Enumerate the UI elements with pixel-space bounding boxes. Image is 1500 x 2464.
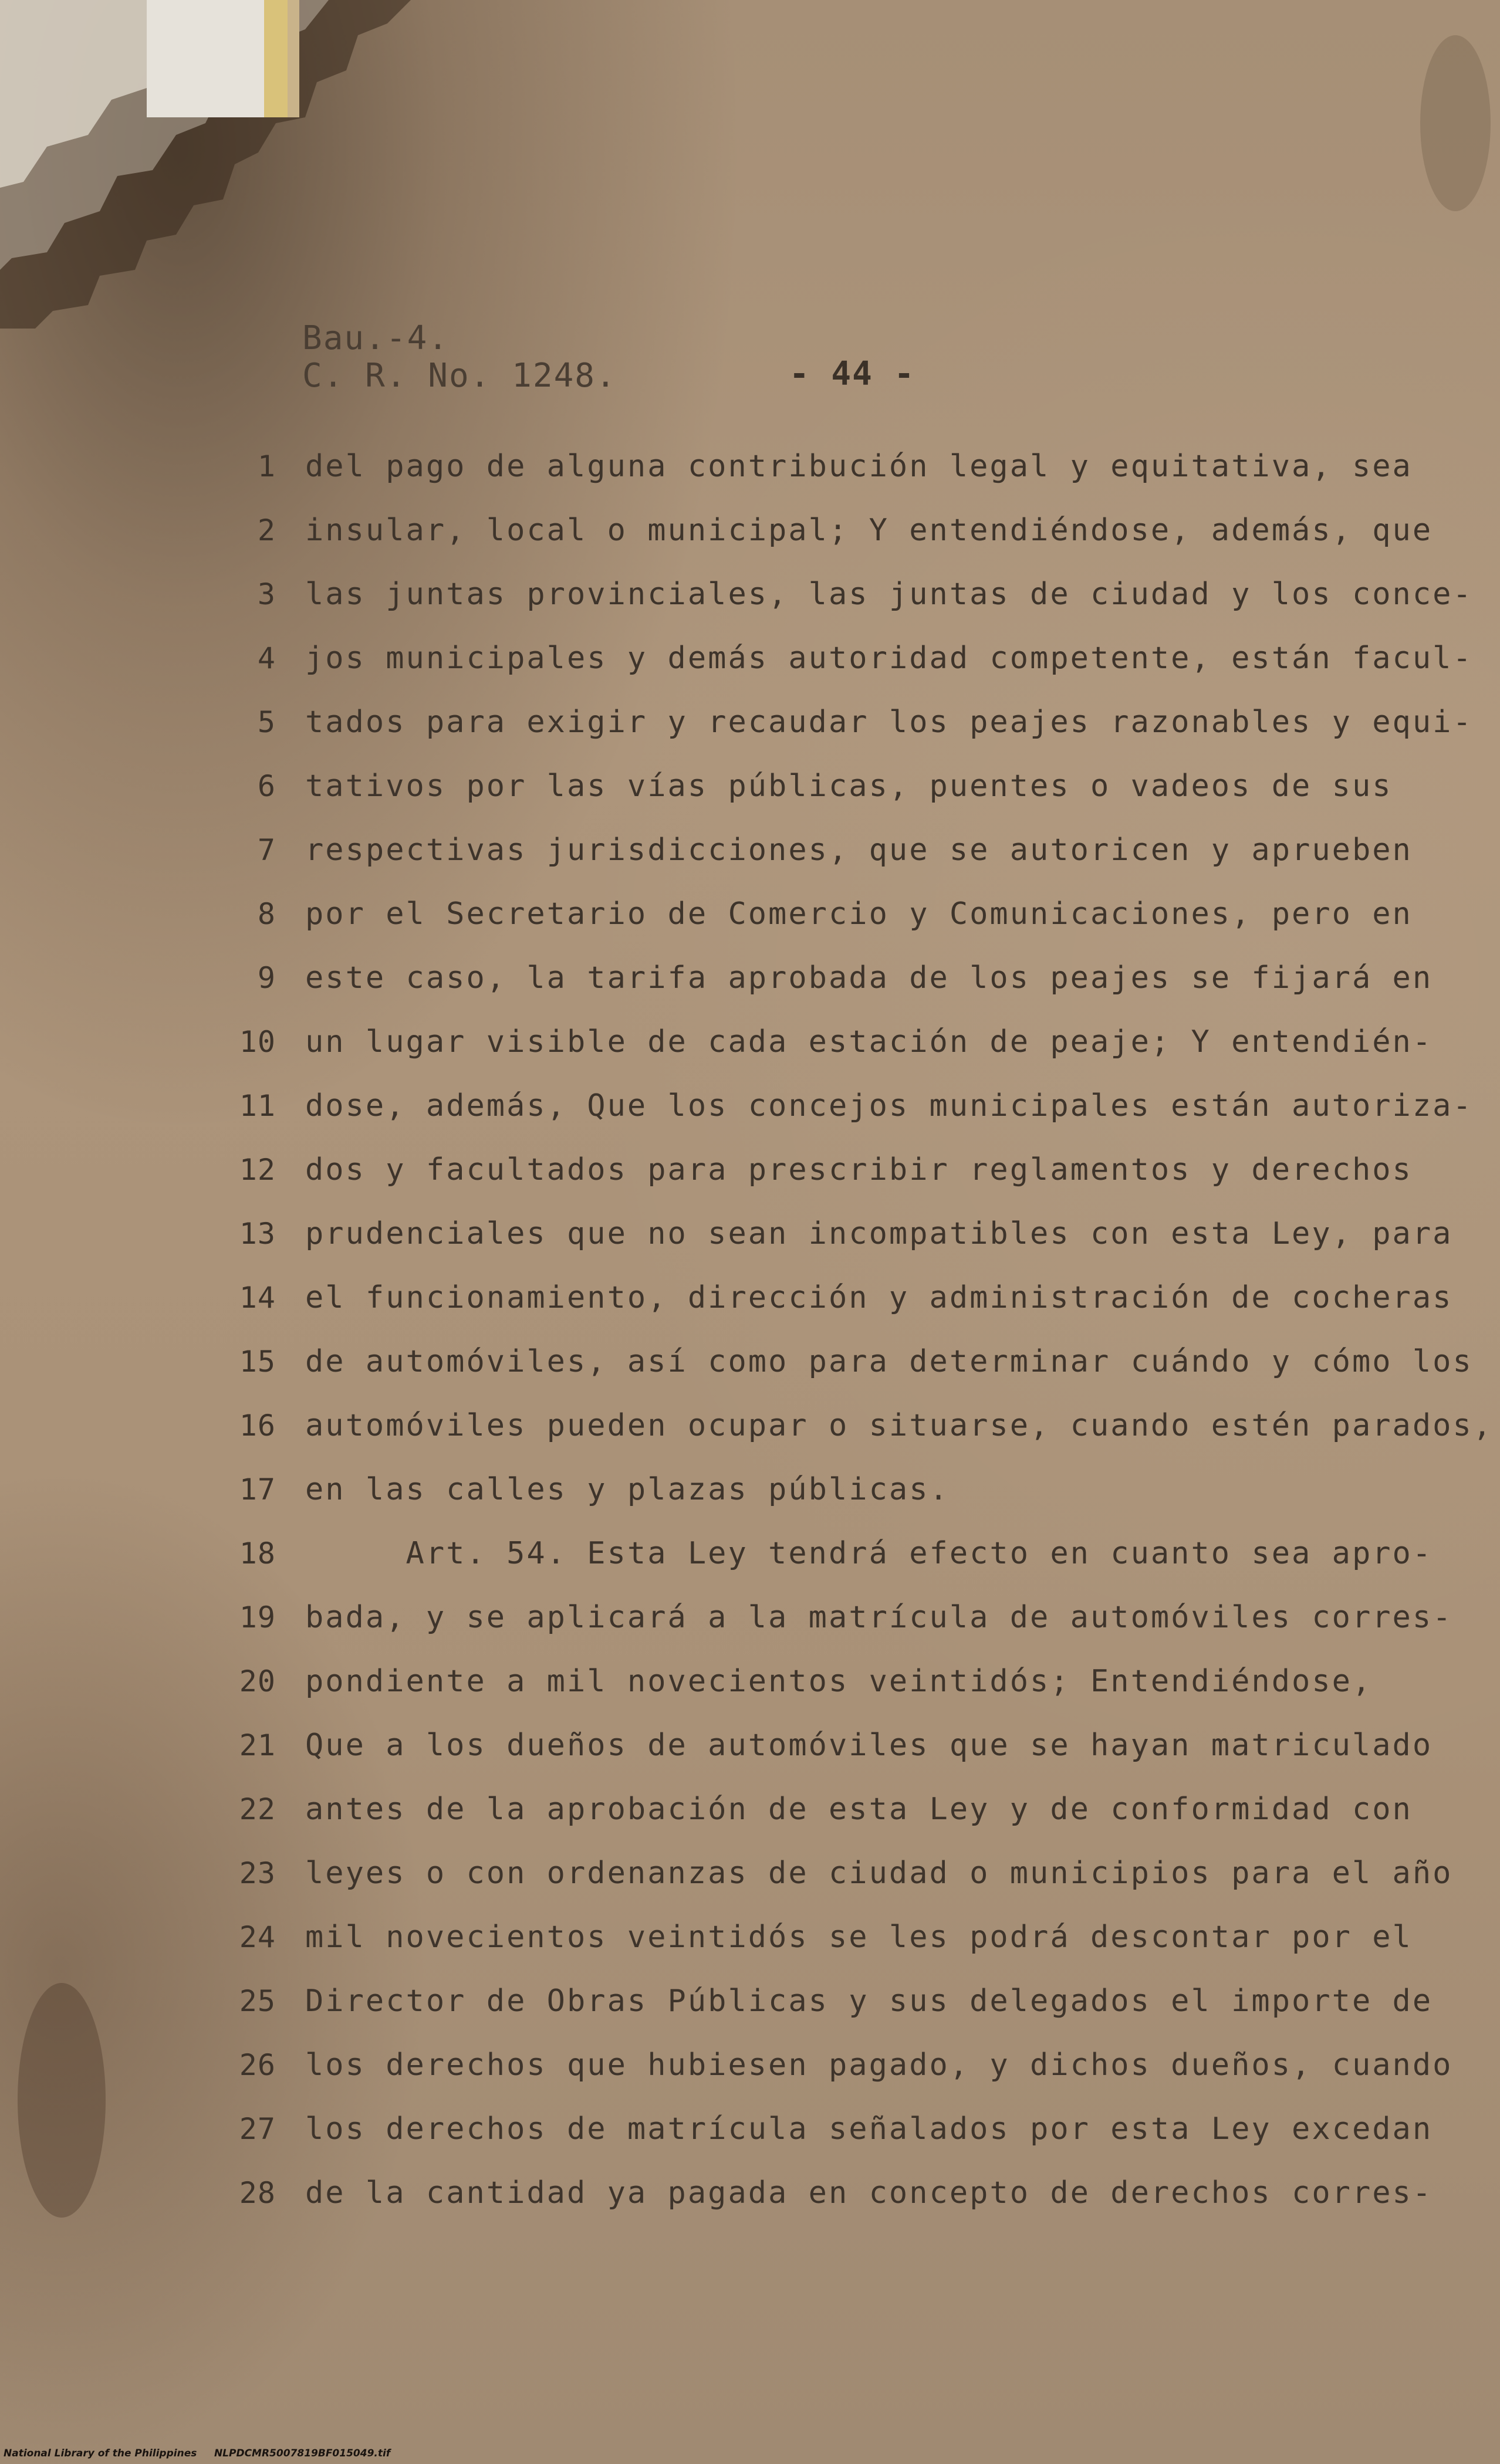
line-number: 1	[257, 449, 276, 483]
line-number: 14	[239, 1281, 276, 1315]
line-text: bada, y se aplicará a la matrícula de automóviles corres-	[305, 1600, 1453, 1635]
line-text: las juntas provinciales, las juntas de ciudad y los conce-	[305, 577, 1473, 612]
line-text: un lugar visible de cada estación de peaje; Y entendién-	[305, 1024, 1433, 1060]
line-text: tados para exigir y recaudar los peajes razonables y equi-	[305, 705, 1473, 740]
text-line	[0, 2045, 1500, 2103]
line-text: el funcionamiento, dirección y administración de cocheras	[305, 1280, 1453, 1315]
line-text: Art. 54. Esta Ley tendrá efecto en cuanto sea apro-	[305, 1536, 1433, 1571]
text-line	[0, 830, 1500, 888]
line-text: insular, local o municipal; Y entendiéndose, además, que	[305, 513, 1433, 548]
archive-footer: National Library of the Philippines NLPDCMR5007819BF015049.tif	[4, 2448, 391, 2459]
text-line	[0, 702, 1500, 760]
line-number: 2	[257, 513, 276, 547]
text-line	[0, 1085, 1500, 1144]
line-number: 26	[239, 2048, 276, 2082]
text-line	[0, 1469, 1500, 1528]
text-line	[0, 638, 1500, 696]
text-line	[0, 1789, 1500, 1847]
text-line	[0, 446, 1500, 505]
line-text: dose, además, Que los concejos municipales están autoriza-	[305, 1088, 1473, 1123]
text-line	[0, 1341, 1500, 1400]
line-number: 22	[239, 1792, 276, 1826]
text-line	[0, 957, 1500, 1016]
text-line	[0, 2108, 1500, 2167]
line-number: 20	[239, 1664, 276, 1698]
line-text: leyes o con ordenanzas de ciudad o municipios para el año	[305, 1856, 1453, 1891]
line-number: 7	[257, 833, 276, 867]
text-line	[0, 1597, 1500, 1656]
line-text: en las calles y plazas públicas.	[305, 1472, 950, 1507]
line-text: los derechos que hubiesen pagado, y dichos dueños, cuando	[305, 2047, 1453, 2083]
line-number: 9	[257, 961, 276, 995]
line-number: 4	[257, 641, 276, 675]
text-line	[0, 574, 1500, 632]
line-number: 8	[257, 897, 276, 931]
line-text: automóviles pueden ocupar o situarse, cuando estén parados,	[305, 1408, 1494, 1443]
line-number: 23	[239, 1856, 276, 1890]
text-line	[0, 1149, 1500, 1208]
header-ref-line: Bau.-4.	[302, 319, 450, 357]
line-text: respectivas jurisdicciones, que se autoricen y aprueben	[305, 832, 1413, 868]
text-line	[0, 1277, 1500, 1336]
line-number: 16	[239, 1409, 276, 1443]
line-text: de automóviles, así como para determinar cuándo y cómo los	[305, 1344, 1473, 1379]
text-line	[0, 1405, 1500, 1464]
line-text: los derechos de matrícula señalados por esta Ley excedan	[305, 2111, 1433, 2147]
line-text: por el Secretario de Comercio y Comunicaciones, pero en	[305, 896, 1413, 932]
line-number: 17	[239, 1473, 276, 1507]
line-number: 24	[239, 1920, 276, 1954]
line-number: 11	[239, 1089, 276, 1123]
line-text: antes de la aprobación de esta Ley y de conformidad con	[305, 1792, 1413, 1827]
edge-stain	[1420, 35, 1491, 211]
line-number: 19	[239, 1600, 276, 1634]
text-line	[0, 1021, 1500, 1080]
line-number: 21	[239, 1728, 276, 1762]
text-line	[0, 766, 1500, 824]
document-header	[302, 320, 617, 395]
line-text: dos y facultados para prescribir reglamentos y derechos	[305, 1152, 1413, 1187]
text-line	[0, 510, 1500, 568]
line-text: pondiente a mil novecientos veintidós; Entendiéndose,	[305, 1664, 1373, 1699]
header-bill-number: C. R. No. 1248.	[302, 357, 617, 395]
line-number: 28	[239, 2176, 276, 2210]
line-text: del pago de alguna contribución legal y equitativa, sea	[305, 449, 1413, 484]
line-text: prudenciales que no sean incompatibles con esta Ley, para	[305, 1216, 1453, 1251]
text-line	[0, 893, 1500, 952]
line-number: 15	[239, 1345, 276, 1379]
line-text: Director de Obras Públicas y sus delegados el importe de	[305, 1984, 1433, 2019]
line-text: Que a los dueños de automóviles que se hayan matriculado	[305, 1728, 1433, 1763]
line-number: 3	[257, 577, 276, 611]
line-text: jos municipales y demás autoridad competente, están facul-	[305, 641, 1473, 676]
line-number: 18	[239, 1536, 276, 1571]
line-text: tativos por las vías públicas, puentes o vadeos de sus	[305, 769, 1393, 804]
paper-tab	[147, 0, 299, 135]
page-number: - 44 -	[789, 355, 915, 393]
text-line	[0, 1533, 1500, 1592]
line-text: este caso, la tarifa aprobada de los peajes se fijará en	[305, 960, 1433, 996]
line-number: 12	[239, 1153, 276, 1187]
text-line	[0, 1981, 1500, 2039]
line-number: 27	[239, 2112, 276, 2146]
text-line	[0, 1853, 1500, 1911]
text-line	[0, 1661, 1500, 1720]
text-line	[0, 1725, 1500, 1783]
line-text: mil novecientos veintidós se les podrá descontar por el	[305, 1920, 1413, 1955]
line-number: 10	[239, 1025, 276, 1059]
line-number: 13	[239, 1217, 276, 1251]
line-text: de la cantidad ya pagada en concepto de derechos corres-	[305, 2175, 1433, 2211]
line-number: 6	[257, 769, 276, 803]
line-number: 5	[257, 705, 276, 739]
text-line	[0, 1213, 1500, 1272]
line-number: 25	[239, 1984, 276, 2018]
text-line	[0, 1917, 1500, 1975]
text-line	[0, 2172, 1500, 2231]
